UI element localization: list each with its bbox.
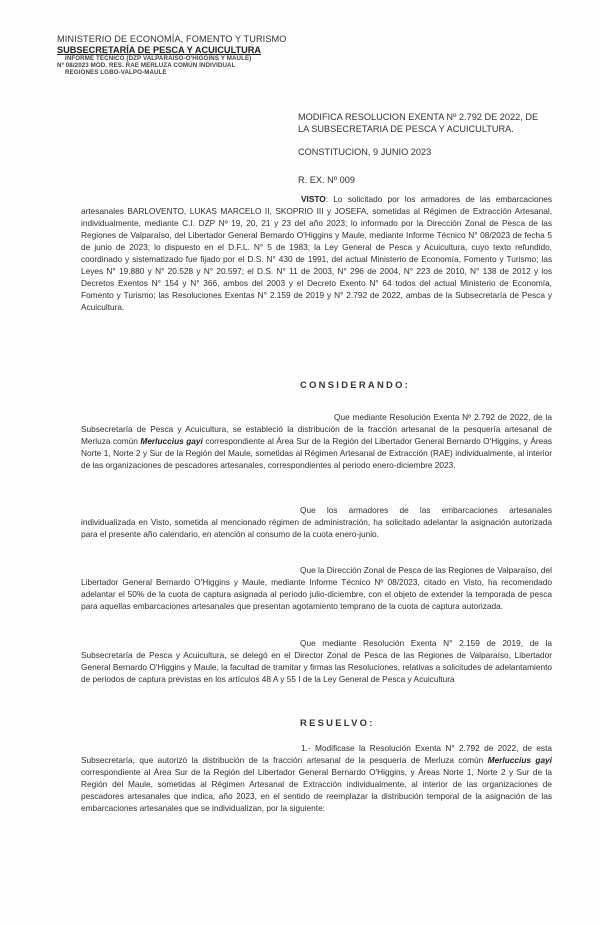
header-regions-line: REGIONES LGBO-VALPO-MAULE — [65, 69, 167, 77]
c1-post: correspondiente al Área Sur de la Región del Libertador General Bernardo O'Higgins, y Áreas Norte 1, Norte 2 y Sur de la Región del Maule, sometidas al Régimen Artesanal de Extracción (RAE) individualmente, al interior de las organizaciones de pescadores artesanales, correspondientes al periodo enero-diciembre 2023. — [81, 436, 552, 471]
considerando-heading: CONSIDERANDO: — [300, 379, 411, 390]
r1-pre: 1.- Modificase la Resolución Exenta N° 2.792 de 2022, de esta Subsecretaría, que autorizó la distribución de la fracción artesanal de la pesquería de Merluza común — [81, 743, 552, 766]
considerando-paragraph-3: Que la Dirección Zonal de Pesca de las Regiones de Valparaíso, del Libertador General Bernardo O'Higgins y Maule, mediante Informe Técnico Nº 08/2023, citado en Visto, ha recomendado adelantar el 50% de la cuota de captura asignada al periodo julio-diciembre, con el objeto de extender la temporada de pesca para aquellas embarcaciones artesanales que presentan agotamiento temprano de la cuota de captura autorizada. — [81, 565, 552, 612]
resuelvo-paragraph-1 — [81, 742, 552, 814]
letterhead — [57, 34, 297, 77]
place-date: CONSTITUCION, 9 JUNIO 2023 — [298, 147, 432, 157]
r1-post: correspondiente al Área Sur de la Región del Libertador General Bernardo O'Higgins, y Áreas Norte 1, Norte 2 y Sur de la Región del Maule, sometidas al Régimen Artesanal de Extracción individualmente, al interior de las organizaciones de pescadores artesanales que indica, año 2023, en el sentido de reemplazar la distribución temporal de la asignación de las embarcaciones artesanales que se individualizan, por la siguiente: — [81, 767, 552, 814]
visto-text: : Lo solicitado por los armadores de las embarcaciones artesanales BARLOVENTO, LUKAS MARCELO II, SKOPRIO III y JOSEFA, sometidas al Régimen de Extracción Artesanal, individualmente, mediante C.I. DZP Nº 19, 20, 21 y 23 del año 2023; lo informado por la Dirección Zonal de Pesca de las Regiones de Valparaíso, del Libertador General Bernardo O'Higgins y Maule, mediante Informe Técnico N° 08/2023 de fecha 5 de junio de 2023; lo dispuesto en el D.F.L. N° 5 de 1983; la Ley General de Pesca y Acuicultura, cuyo texto refundido, coordinado y sistematizado fue fijado por el D.S. N° 430 de 1991, del actual Ministerio de Economía, Fomento y Turismo; las Leyes N° 19.880 y N° 20.528 y N° 20.597; el D.S. N° 11 de 2003, N° 296 de 2004, N° 223 de 2010, N° 138 de 2012 y los Decretos Exentos N° 154 y N° 366, ambos del 2003 y el Decreto Exento N° 64 todos del actual Ministerio de Economía, Fomento y Turismo; las Resoluciones Exentas N° 2.159 de 2019 y N° 2.792 de 2022, ambas de la Subsecretaría de Pesca y Acuicultura. — [81, 194, 552, 313]
considerando-paragraph-1 — [81, 411, 552, 471]
considerando-paragraph-2: Que los armadores de las embarcaciones artesanales individualizada en Visto, sometida al mencionado régimen de administración, ha solicitado adelantar la asignación autorizada para el presente año calendario, en atención al consumo de la cuota enero-junio. — [81, 505, 552, 540]
ministry-name: MINISTERIO DE ECONOMÍA, FOMENTO Y TURISMO — [57, 34, 287, 44]
c1-species: Merluccius gayi — [140, 436, 203, 447]
visto-label: VISTO — [301, 194, 326, 204]
r1-species: Merluccius gayi — [487, 755, 552, 766]
resuelvo-heading: RESUELVO: — [300, 717, 375, 728]
header-reference-line: Nº 08/2023 MOD. RES. RAE MERLUZA COMÚN INDIVIDUAL — [57, 62, 236, 70]
header-informe-line: INFORME TÉCNICO (DZP VALPARAÍSO-O'HIGGINS Y MAULE) — [65, 55, 252, 63]
resolution-title: MODIFICA RESOLUCION EXENTA Nº 2.792 DE 2022, DE LA SUBSECRETARIA DE PESCA Y ACUICULTURA. — [298, 112, 539, 135]
resolution-number: R. EX. Nº 009 — [298, 175, 355, 185]
c1-pre: Que mediante Resolución Exenta Nº 2.792 de 2022, de la Subsecretaría de Pesca y Acuicultura, se estableció la distribución de la fracción artesanal de la pesquería artesanal de Merluza común — [81, 412, 552, 447]
subsecretaria-name: SUBSECRETARÍA DE PESCA Y ACUICULTURA — [57, 44, 262, 55]
considerando-paragraph-4: Que mediante Resolución Exenta N° 2.159 de 2019, de la Subsecretaría de Pesca y Acuicultura, se delegó en el Director Zonal de Pesca de las Regiones de Valparaíso, Libertador General Bernardo O'Higgins y Maule, la facultad de tramitar y firmas las Resoluciones, relativas a solicitudes de adelantamiento de periodos de captura previstas en los artículos 48 A y 55 I de la Ley General de Pesca y Acuicultura — [81, 638, 552, 685]
visto-paragraph — [81, 193, 552, 313]
